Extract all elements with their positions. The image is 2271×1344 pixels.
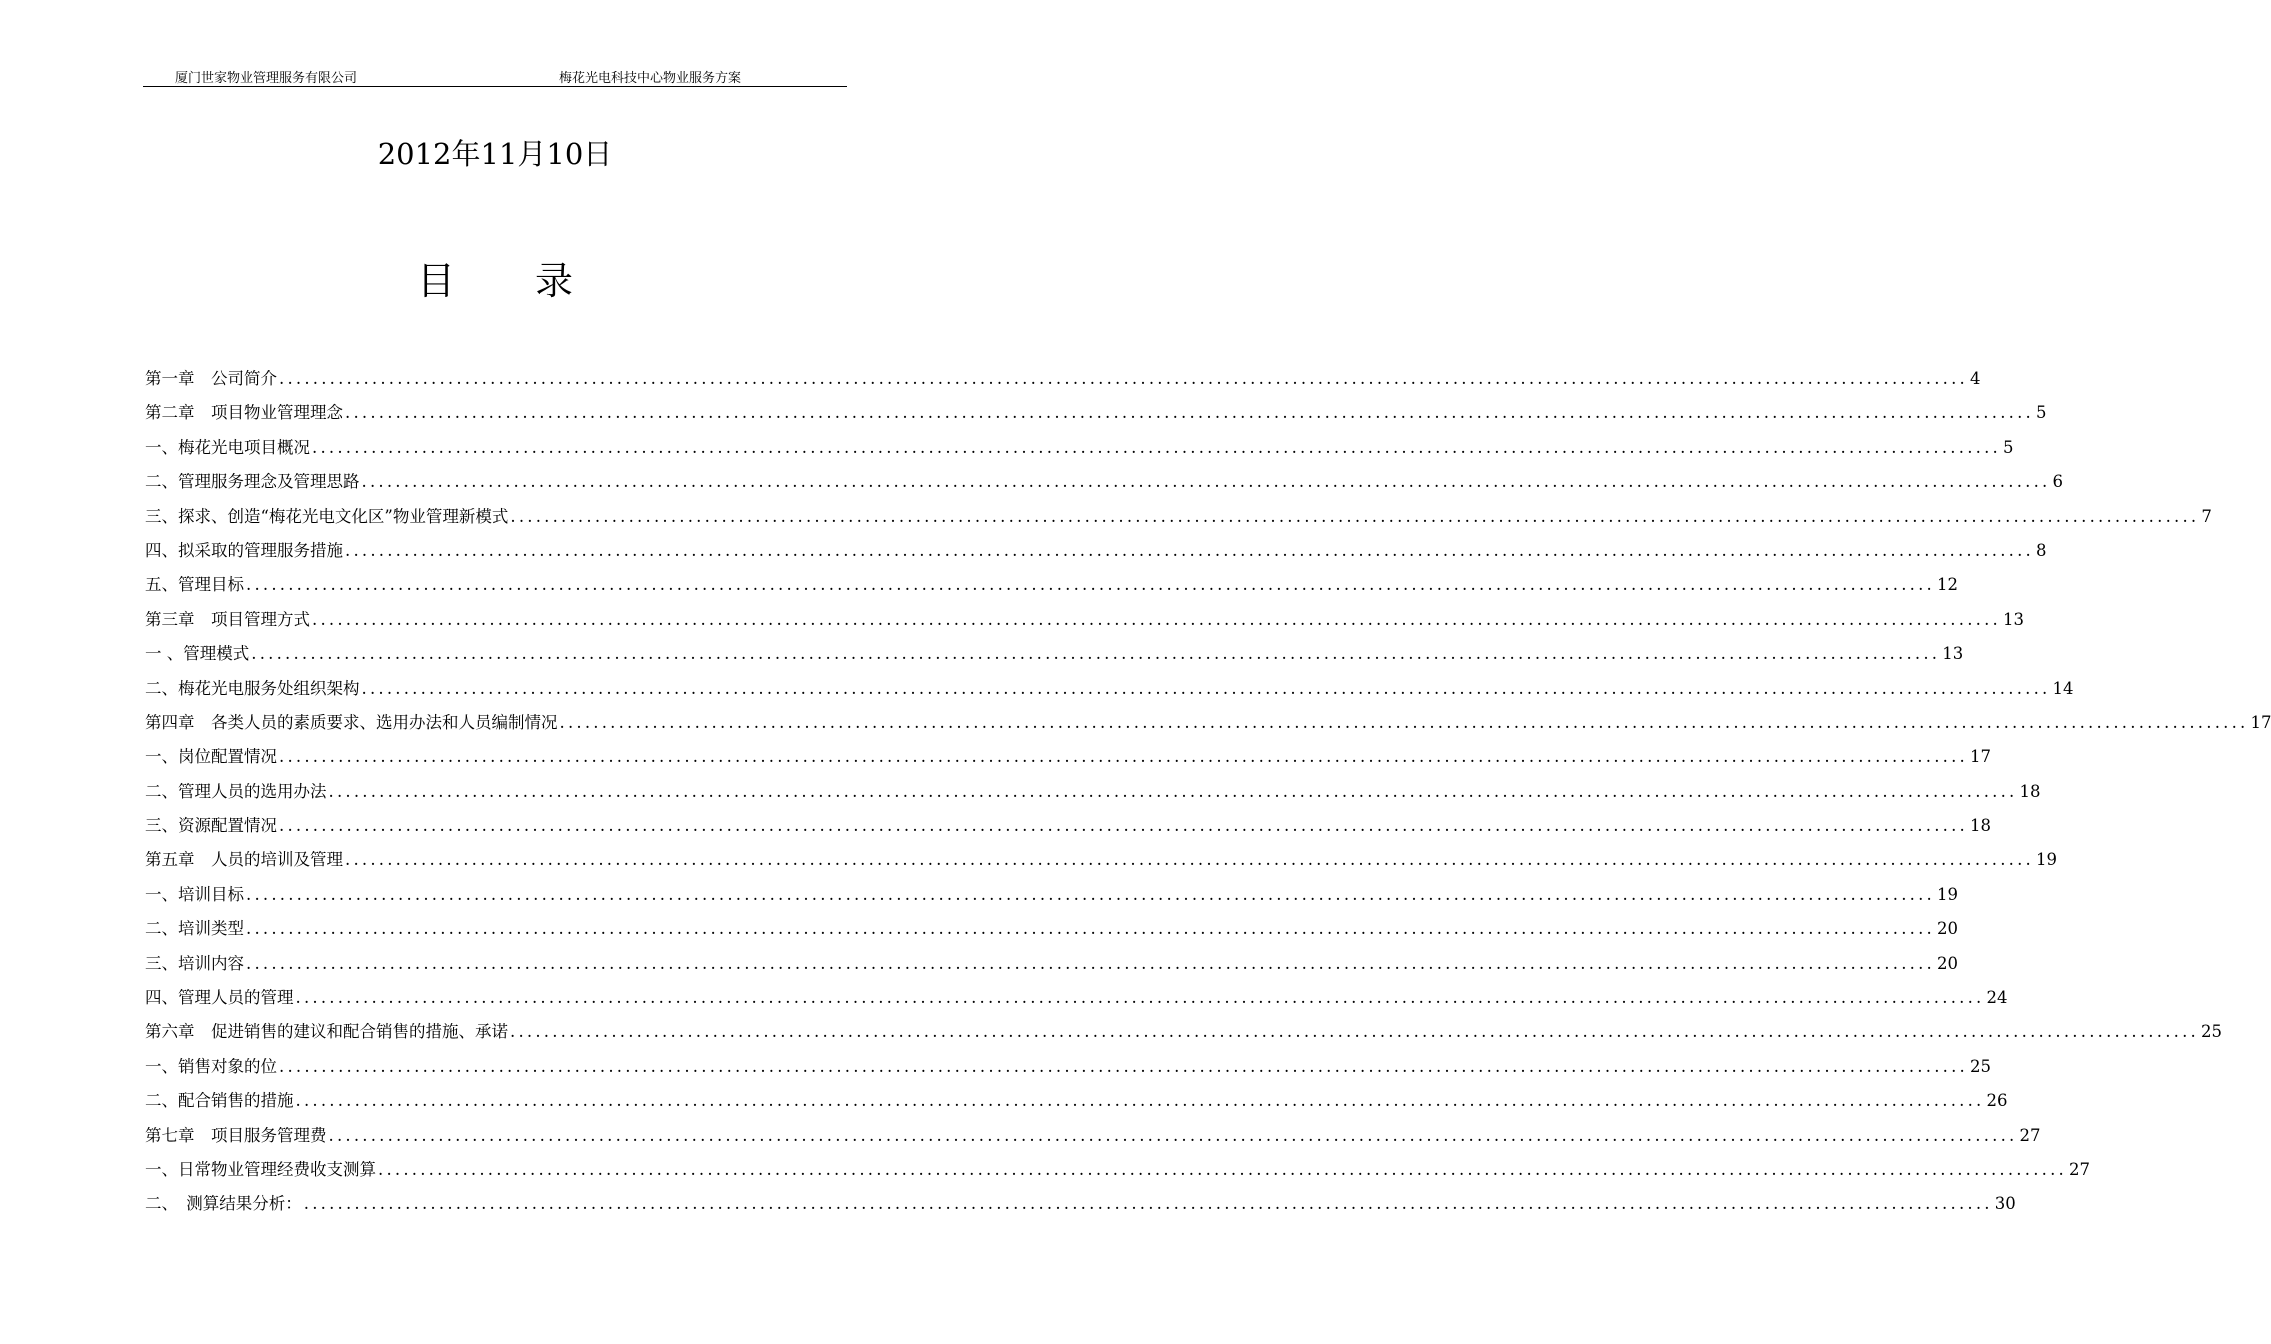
toc-entry-label: 四、管理人员的管理 (145, 988, 294, 1008)
toc-entry-label: 第六章 促进销售的建议和配合销售的措施、承诺 (145, 1022, 508, 1042)
toc-entry-label: 二、梅花光电服务处组织架构 (145, 678, 360, 698)
toc-entry-page: 27 (2068, 1159, 2090, 1179)
toc-entry-label: 第二章 项目物业管理理念 (145, 403, 343, 423)
page-header (143, 64, 847, 87)
toc-entry[interactable] (145, 1153, 2090, 1187)
toc-entry-page: 26 (1986, 1091, 2008, 1111)
toc-entry-label: 第一章 公司简介 (145, 369, 277, 388)
toc-entry-page: 25 (1969, 1056, 1991, 1076)
toc-entry-page: 25 (2200, 1022, 2222, 1042)
toc-dot-leader: ........................................................................................................................................................................................................ (345, 403, 2034, 423)
toc-entry-page: 5 (2002, 437, 2014, 457)
toc-entry[interactable] (145, 637, 1964, 671)
toc-entry[interactable] (145, 603, 2024, 637)
toc-entry[interactable] (145, 1187, 2016, 1221)
toc-dot-leader: ........................................................................................................................................................................................................ (251, 644, 1941, 664)
toc-entry-label: 二、管理人员的选用办法 (145, 781, 327, 801)
toc-dot-leader: ........................................................................................................................................................................................................ (295, 988, 1985, 1008)
toc-entry[interactable] (145, 534, 2047, 568)
header-document-title: 梅花光电科技中心物业服务方案 (559, 71, 742, 86)
toc-entry-page: 6 (2052, 472, 2063, 492)
toc-entry-page: 20 (1936, 953, 1958, 973)
toc-entry[interactable] (145, 465, 2063, 499)
toc-entry-page: 14 (2052, 678, 2074, 698)
toc-entry-label: 一 、管理模式 (145, 644, 250, 664)
toc-entry-page: 19 (2035, 850, 2057, 870)
toc-entry-label: 四、拟采取的管理服务措施 (145, 540, 343, 560)
toc-dot-leader: ........................................................................................................................................................................................................ (246, 884, 1935, 904)
toc-entry[interactable] (145, 878, 1958, 912)
toc-dot-leader: ........................................................................................................................................................................................................ (312, 609, 2001, 629)
toc-entry-page: 20 (1936, 919, 1958, 939)
toc-entry-label: 第四章 各类人员的素质要求、选用办法和人员编制情况 (145, 712, 558, 732)
toc-dot-leader: ........................................................................................................................................................................................................ (328, 1125, 2018, 1145)
toc-entry-page: 17 (1969, 747, 1991, 767)
document-date: 2012年11月10日 (377, 137, 613, 171)
toc-dot-leader: ........................................................................................................................................................................................................ (361, 678, 2051, 698)
toc-entry[interactable] (145, 500, 2212, 534)
toc-entry[interactable] (145, 568, 1958, 602)
toc-entry[interactable] (145, 396, 2047, 430)
toc-entry-label: 二、培训类型 (145, 919, 244, 939)
toc-entry[interactable] (145, 740, 1991, 774)
toc-entry-label: 一、销售对象的位 (145, 1056, 277, 1076)
toc-entry-label: 第三章 项目管理方式 (145, 609, 310, 629)
toc-title: 目 录 (416, 259, 608, 303)
toc-entry-label: 一、岗位配置情况 (145, 747, 277, 767)
toc-entry[interactable] (145, 672, 2074, 706)
toc-entry-label: 第五章 人员的培训及管理 (145, 850, 343, 870)
toc-dot-leader: ........................................................................................................................................................................................................ (361, 472, 2051, 492)
toc-entry-page: 5 (2035, 403, 2047, 423)
toc-entry[interactable] (145, 947, 1958, 981)
toc-entry-label: 五、管理目标 (145, 575, 244, 595)
toc-entry-page: 27 (2019, 1125, 2041, 1145)
toc-entry[interactable] (145, 1015, 2222, 1049)
toc-entry-page: 8 (2035, 540, 2047, 560)
toc-dot-leader: ........................................................................................................................................................................................................ (279, 747, 1968, 767)
toc-dot-leader: ........................................................................................................................................................................................................ (378, 1159, 2067, 1179)
toc-dot-leader: ........................................................................................................................................................................................................ (559, 712, 2249, 732)
toc-entry-page: 30 (1994, 1194, 2016, 1214)
toc-dot-leader: ........................................................................................................................................................................................................ (279, 816, 1968, 836)
toc-entry[interactable] (145, 431, 2014, 465)
toc-dot-leader: ........................................................................................................................................................................................................ (312, 437, 2001, 457)
toc-dot-leader: ........................................................................................................................................................................................................ (246, 919, 1935, 939)
toc-entry-page: 17 (2250, 712, 2271, 732)
toc-entry[interactable] (145, 843, 2057, 877)
toc-entry-label: 第七章 项目服务管理费 (145, 1125, 327, 1145)
toc-entry[interactable] (145, 775, 2041, 809)
toc-entry-page: 7 (2201, 506, 2212, 526)
toc-entry[interactable] (145, 706, 2271, 740)
toc-entry-page: 24 (1986, 988, 2008, 1008)
toc-entry-page: 18 (1969, 816, 1991, 836)
toc-entry-label: 一、日常物业管理经费收支测算 (145, 1159, 376, 1179)
toc-dot-leader: ........................................................................................................................................................................................................ (303, 1194, 1993, 1214)
toc-entry-label: 一、培训目标 (145, 884, 244, 904)
toc-entry[interactable] (145, 981, 2008, 1015)
toc-entry[interactable] (145, 1084, 2008, 1118)
toc-dot-leader: ........................................................................................................................................................................................................ (510, 506, 2200, 526)
toc-entry-label: 二、管理服务理念及管理思路 (145, 472, 360, 492)
toc-dot-leader: ........................................................................................................................................................................................................ (279, 369, 1968, 388)
toc-entry[interactable] (145, 1050, 1991, 1084)
toc-entry-label: 三、培训内容 (145, 953, 244, 973)
toc-dot-leader: ........................................................................................................................................................................................................ (328, 781, 2018, 801)
toc-entry-page: 13 (2002, 609, 2024, 629)
toc-entry-page: 12 (1936, 575, 1958, 595)
toc-entry-label: 二、 测算结果分析： (145, 1194, 302, 1214)
toc-entry[interactable] (145, 809, 1991, 843)
toc-dot-leader: ........................................................................................................................................................................................................ (510, 1022, 2199, 1042)
toc-entry[interactable] (145, 912, 1958, 946)
toc-entry[interactable] (145, 362, 1981, 396)
toc-entry[interactable] (145, 1119, 2041, 1153)
toc-entry-label: 三、资源配置情况 (145, 816, 277, 836)
header-company: 厦门世家物业管理服务有限公司 (175, 71, 358, 86)
toc-dot-leader: ........................................................................................................................................................................................................ (279, 1056, 1968, 1076)
toc-dot-leader: ........................................................................................................................................................................................................ (295, 1091, 1985, 1111)
toc-entry-page: 19 (1936, 884, 1958, 904)
table-of-contents (145, 362, 2271, 1222)
toc-dot-leader: ........................................................................................................................................................................................................ (345, 850, 2034, 870)
toc-entry-page: 4 (1969, 369, 1981, 388)
toc-dot-leader: ........................................................................................................................................................................................................ (246, 953, 1935, 973)
toc-entry-label: 二、配合销售的措施 (145, 1091, 294, 1111)
toc-entry-page: 18 (2019, 781, 2041, 801)
toc-dot-leader: ........................................................................................................................................................................................................ (345, 540, 2034, 560)
toc-entry-page: 13 (1942, 644, 1964, 664)
toc-entry-label: 三、探求、创造“梅花光电文化区”物业管理新模式 (145, 506, 509, 526)
toc-entry-label: 一、梅花光电项目概况 (145, 437, 310, 457)
toc-dot-leader: ........................................................................................................................................................................................................ (246, 575, 1935, 595)
